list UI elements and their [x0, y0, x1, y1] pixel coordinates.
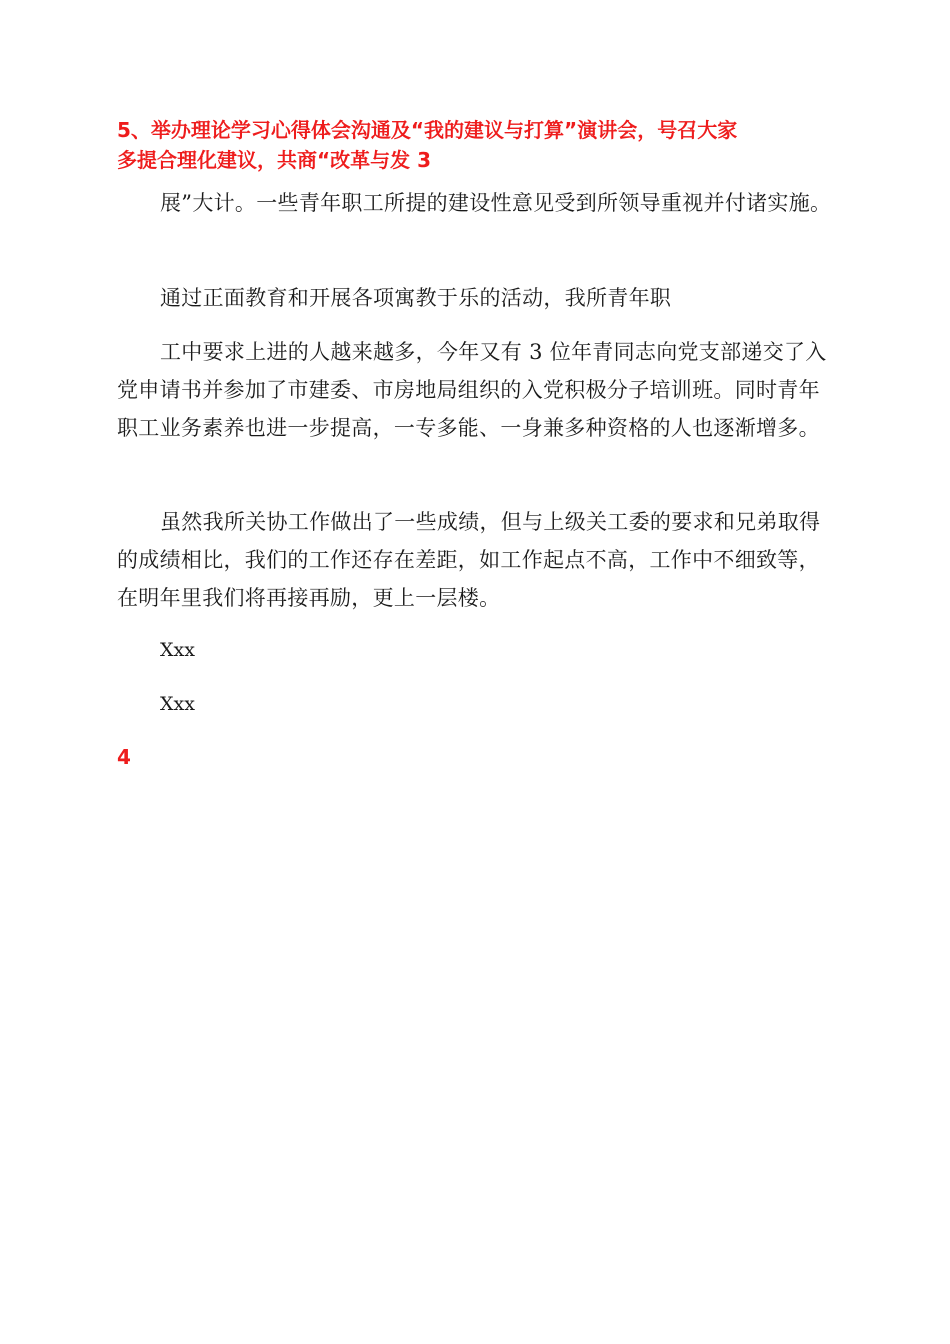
section-heading-line-1: 5、举办理论学习心得体会沟通及“我的建议与打算”演讲会，号召大家	[117, 118, 738, 142]
paragraph-4: 虽然我所关协工作做出了一些成绩，但与上级关工委的要求和兄弟取得的成绩相比，我们的工作还存在差距，如工作起点不高，工作中不细致等，在明年里我们将再接再励，更上一层楼。	[117, 510, 821, 610]
paragraph-2: 通过正面教育和开展各项寓教于乐的活动，我所青年职	[160, 286, 672, 310]
section-heading-line-2: 多提合理化建议，共商“改革与发 3	[117, 148, 432, 172]
page-number: 4	[117, 745, 131, 769]
paragraph-1: 展”大计。一些青年职工所提的建设性意见受到所领导重视并付诸实施。	[160, 191, 832, 215]
signature-line-2: Xxx	[160, 693, 195, 715]
signature-line-1: Xxx	[160, 639, 195, 661]
paragraph-3: 工中要求上进的人越来越多，今年又有 3 位年青同志向党支部递交了入党申请书并参加了市建委、市房地局组织的入党积极分子培训班。同时青年职工业务素养也进一步提高，一专多能、一身兼多种资格的人也逐渐增多。	[117, 340, 827, 440]
